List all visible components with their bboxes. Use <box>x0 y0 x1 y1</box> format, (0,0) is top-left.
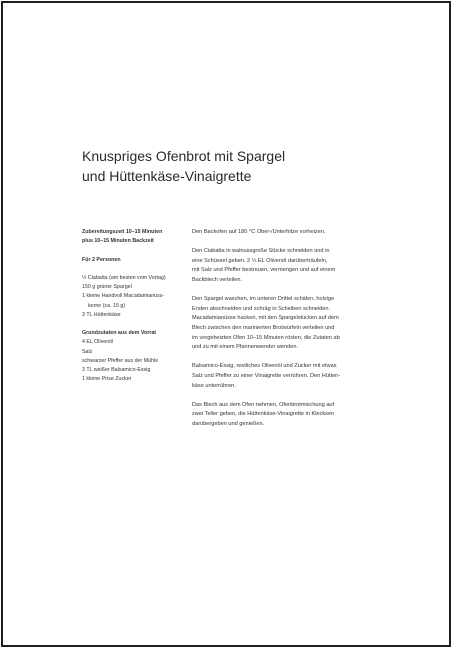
step-line: im vorgeheizten Ofen 10–15 Minuten rösten, die Zutaten ab <box>192 334 340 341</box>
step-line: käse unterrühren. <box>192 382 236 389</box>
title-line-2: und Hüttenkäse-Vinaigrette <box>82 168 252 184</box>
page-frame <box>1 1 451 647</box>
step-line: eine Schüssel geben. 2 ½ EL Olivenöl darüberträufeln, <box>192 257 328 264</box>
instruction-step <box>192 295 368 353</box>
ingredients-column <box>82 228 178 384</box>
step-line: Enden abschneiden und schräg in Scheiben schneiden. <box>192 305 331 312</box>
instruction-step <box>192 362 368 391</box>
recipe-title <box>82 146 382 186</box>
pantry-item: 3 TL weißer Balsamico-Essig <box>82 367 151 373</box>
instructions-column <box>192 228 368 439</box>
pantry-list <box>82 338 178 384</box>
step-line: und zu mit einem Pfannenwender wenden. <box>192 344 299 351</box>
step-line: darübergeben und genießen. <box>192 420 265 427</box>
pantry-item: 1 kleine Prise Zucker <box>82 376 132 383</box>
prep-time-line-1: Zubereitungszeit 10–15 Minuten <box>82 229 163 235</box>
step-line: Den Ciabatta in walnussgroße Stücke schneiden und in <box>192 248 330 255</box>
step-line: Macadamianüsse hacken, mit den Spargelstücken auf dem <box>192 315 339 322</box>
ingredient-list <box>82 274 178 320</box>
pantry-heading: Grundzutaten aus dem Vorrat <box>82 330 157 337</box>
step-line: Den Spargel waschen, im unteren Drittel schälen, holzige <box>192 296 335 303</box>
ingredient-item: 3 TL Hüttenkäse <box>82 311 121 318</box>
pantry-item: Salz <box>82 348 93 355</box>
step-line: Das Blech aus dem Ofen nehmen, Ofenbrotmischung auf <box>192 401 335 408</box>
instruction-step <box>192 247 368 285</box>
servings: Für 2 Personen <box>82 256 121 263</box>
step-line: Backblech verteilen. <box>192 276 243 283</box>
ingredient-item: 1 kleine Handvoll Macadamianuss- <box>82 293 165 300</box>
step-line: Blech zwischen den marinierten Brotwürfeln verteilen und <box>192 324 335 331</box>
step-line: Salz und Pfeffer zu einer Vinaigrette verrühren. Den Hütten- <box>192 372 341 379</box>
pantry-item: schwarzer Pfeffer aus der Mühle <box>82 357 159 364</box>
step-line: Den Backofen auf 180 °C Ober-/Unterhitze vorheizen. <box>192 229 326 235</box>
instruction-step <box>192 228 368 238</box>
ingredient-item: ½ Ciabatta (am besten vom Vortag) <box>82 274 166 281</box>
prep-time-line-2: plus 10–15 Minuten Backzeit <box>82 238 154 245</box>
pantry-item: 4 EL Olivenöl <box>82 339 114 346</box>
step-line: Balsamico-Essig, restliches Olivenöl und Zucker mit etwas <box>192 363 337 370</box>
instruction-step <box>192 401 368 430</box>
ingredient-item: 150 g grüner Spargel <box>82 284 132 291</box>
ingredient-item-continued: kerne (ca. 15 g) <box>88 302 126 309</box>
step-line: mit Salz und Pfeffer bestreuen, vermengen und auf einem <box>192 267 336 274</box>
title-line-1: Knuspriges Ofenbrot mit Spargel <box>82 148 286 164</box>
step-line: zwei Teller geben, die Hüttenkäse-Vinaigrette in Klecksen <box>192 411 335 418</box>
